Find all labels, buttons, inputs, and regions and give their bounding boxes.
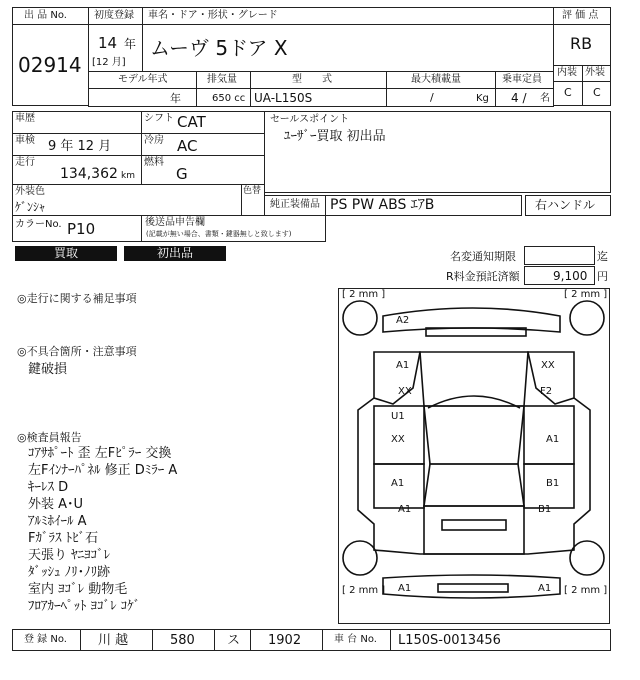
windshield <box>420 352 528 406</box>
mileage-label: 走行 <box>15 157 35 168</box>
inspection-label: 車検 <box>15 135 35 146</box>
color-no-value: P10 <box>67 220 96 238</box>
tire-depth-front-right: [ 2 mm ] <box>564 289 608 300</box>
purchase-badge: 買取 <box>15 246 117 261</box>
capacity-label: 乗車定員 <box>502 74 542 85</box>
max-load-unit: Kg <box>476 93 489 104</box>
inspector-line: 左Fｲﾝﾅｰﾊﾟﾈﾙ 修正 Dﾐﾗｰ A <box>28 463 178 478</box>
tire-rear-right <box>570 541 604 575</box>
max-load: / <box>430 91 434 104</box>
steering: 右ハンドル <box>535 198 596 212</box>
reg-number: 1902 <box>268 633 302 648</box>
name-change-field <box>524 246 595 265</box>
damage-mark: B1 <box>546 478 560 489</box>
inspector-line: 室内 ﾖｺﾞﾚ 動物毛 <box>28 582 128 597</box>
rear-glass <box>424 464 524 506</box>
equipment-label: 純正装備品 <box>270 199 320 210</box>
aftersales-label: 後送品申告欄 <box>145 217 205 228</box>
damage-mark: F2 <box>540 386 553 397</box>
shift-value: CAT <box>177 113 206 131</box>
recycle-label: R料金預託済額 <box>446 270 520 283</box>
damage-mark: A1 <box>391 478 405 489</box>
damage-mark: XX <box>391 434 405 445</box>
first-reg-label: 初度登録 <box>94 10 134 21</box>
first-listing-badge: 初出品 <box>124 246 226 261</box>
exterior-grade: C <box>593 86 601 99</box>
damage-mark: XX <box>398 386 412 397</box>
car-name: ムーヴ 5ドア X <box>150 36 288 60</box>
rear-plate <box>442 520 506 530</box>
tire-depth-rear-right: [ 2 mm ] <box>564 585 608 596</box>
inspector-line: 外装 A･U <box>28 497 84 512</box>
inspector-line: ｷｰﾚｽ D <box>28 480 69 495</box>
equipment-items: PS PW ABS ｴｱB <box>330 197 435 213</box>
rear-bumper-step <box>438 584 508 592</box>
tire-front-right <box>570 301 604 335</box>
capacity-unit: 名 <box>540 93 550 104</box>
damage-mark: A1 <box>538 583 552 594</box>
damage-mark: U1 <box>391 411 405 422</box>
eval-score: RB <box>570 34 593 53</box>
color-no-label: カラーNo. <box>15 219 62 230</box>
roof <box>424 406 524 464</box>
interior-label: 内装 <box>557 67 577 78</box>
first-reg-month: [12 月] <box>92 57 126 68</box>
shift-label: シフト <box>144 113 174 124</box>
displacement-label: 排気量 <box>207 74 237 85</box>
damage-mark: B1 <box>538 504 552 515</box>
color-label: 外装色 <box>15 186 45 197</box>
chassis-label: 車 台 No. <box>334 634 377 645</box>
max-load-label: 最大積載量 <box>411 74 461 85</box>
exterior-label: 外装 <box>585 67 605 78</box>
tire-front-left <box>343 301 377 335</box>
inspector-line: 天張り ﾔﾆﾖｺﾞﾚ <box>28 548 111 563</box>
car-damage-diagram <box>338 288 610 624</box>
name-change-unit: 迄 <box>597 250 608 263</box>
damage-mark: A1 <box>546 434 560 445</box>
reg-class: 580 <box>170 633 195 648</box>
displacement: 650 cc <box>212 93 246 104</box>
damage-mark: A2 <box>396 315 410 326</box>
inspector-line: ｺｱｻﾎﾟｰﾄ 歪 左Fﾋﾟﾗｰ 交換 <box>28 446 172 461</box>
sales-point-text: ﾕｰｻﾞｰ買取 初出品 <box>284 129 386 144</box>
inspector-lines <box>28 447 268 617</box>
first-reg-year-unit: 年 <box>124 37 137 51</box>
tire-depth-front-left: [ 2 mm ] <box>342 289 386 300</box>
interior-grade: C <box>564 86 572 99</box>
eval-label: 評 価 点 <box>562 10 599 21</box>
color-value: ｹﾞﾝｼｬ <box>15 200 46 214</box>
lot-number: 02914 <box>18 53 82 77</box>
reg-area: 川 越 <box>98 633 129 648</box>
aircon-value: AC <box>177 137 198 155</box>
fuel-label: 燃料 <box>144 157 164 168</box>
damage-mark: A1 <box>398 504 412 515</box>
chassis-number: L150S-0013456 <box>398 633 501 648</box>
reg-kana: ス <box>227 633 241 648</box>
color-change-label: 色替 <box>243 186 262 196</box>
inspector-line: ﾌﾛｱｶｰﾍﾟｯﾄ ﾖｺﾞﾚ ｺｹﾞ <box>28 599 141 614</box>
lot-label: 出 品 No. <box>24 10 67 21</box>
type-label: 型 式 <box>292 74 332 85</box>
damage-mark: XX <box>541 360 555 371</box>
driving-heading: ◎走行に関する補足事項 <box>17 292 137 305</box>
defects-heading: ◎不具合箇所・注意事項 <box>17 345 137 358</box>
inspection-value: 9 年 12 月 <box>48 139 112 154</box>
recycle-value: 9,100 <box>553 269 588 283</box>
mileage-unit: km <box>121 171 135 181</box>
fuel-value: G <box>176 165 188 183</box>
defects-line: 鍵破損 <box>28 362 68 377</box>
mileage-value: 134,362 <box>60 166 118 182</box>
car-name-label: 車名・ドア・形状・グレード <box>148 10 278 21</box>
model-year-unit: 年 <box>170 92 181 105</box>
capacity: 4 / <box>511 91 527 105</box>
history-label: 車歴 <box>15 113 35 124</box>
color-cell <box>12 184 242 216</box>
inspector-line: ｱﾙﾐﾎｲｰﾙ A <box>28 514 87 529</box>
inspector-line: ﾀﾞｯｼｭ ﾉﾘ･ﾉﾘ跡 <box>28 565 111 580</box>
tire-rear-left <box>343 541 377 575</box>
aircon-label: 冷房 <box>144 135 164 146</box>
damage-mark: A1 <box>396 360 410 371</box>
name-change-label: 名変通知期限 <box>450 250 516 263</box>
first-reg-year: 14 <box>98 34 118 52</box>
reg-label: 登 録 No. <box>24 634 67 645</box>
aftersales-note: (記載が無い場合、書類・鍵器無しと致します) <box>146 230 292 238</box>
recycle-unit: 円 <box>597 270 608 283</box>
tire-depth-rear-left: [ 2 mm ] <box>342 585 386 596</box>
model-year-label: モデル年式 <box>118 74 168 85</box>
model-code: UA-L150S <box>254 91 313 105</box>
inspector-line: Fｶﾞﾗｽ ﾄﾋﾞ石 <box>28 531 99 546</box>
damage-mark: A1 <box>398 583 412 594</box>
sales-point-label: セールスポイント <box>270 114 350 125</box>
inspector-heading: ◎検査員報告 <box>17 431 82 444</box>
